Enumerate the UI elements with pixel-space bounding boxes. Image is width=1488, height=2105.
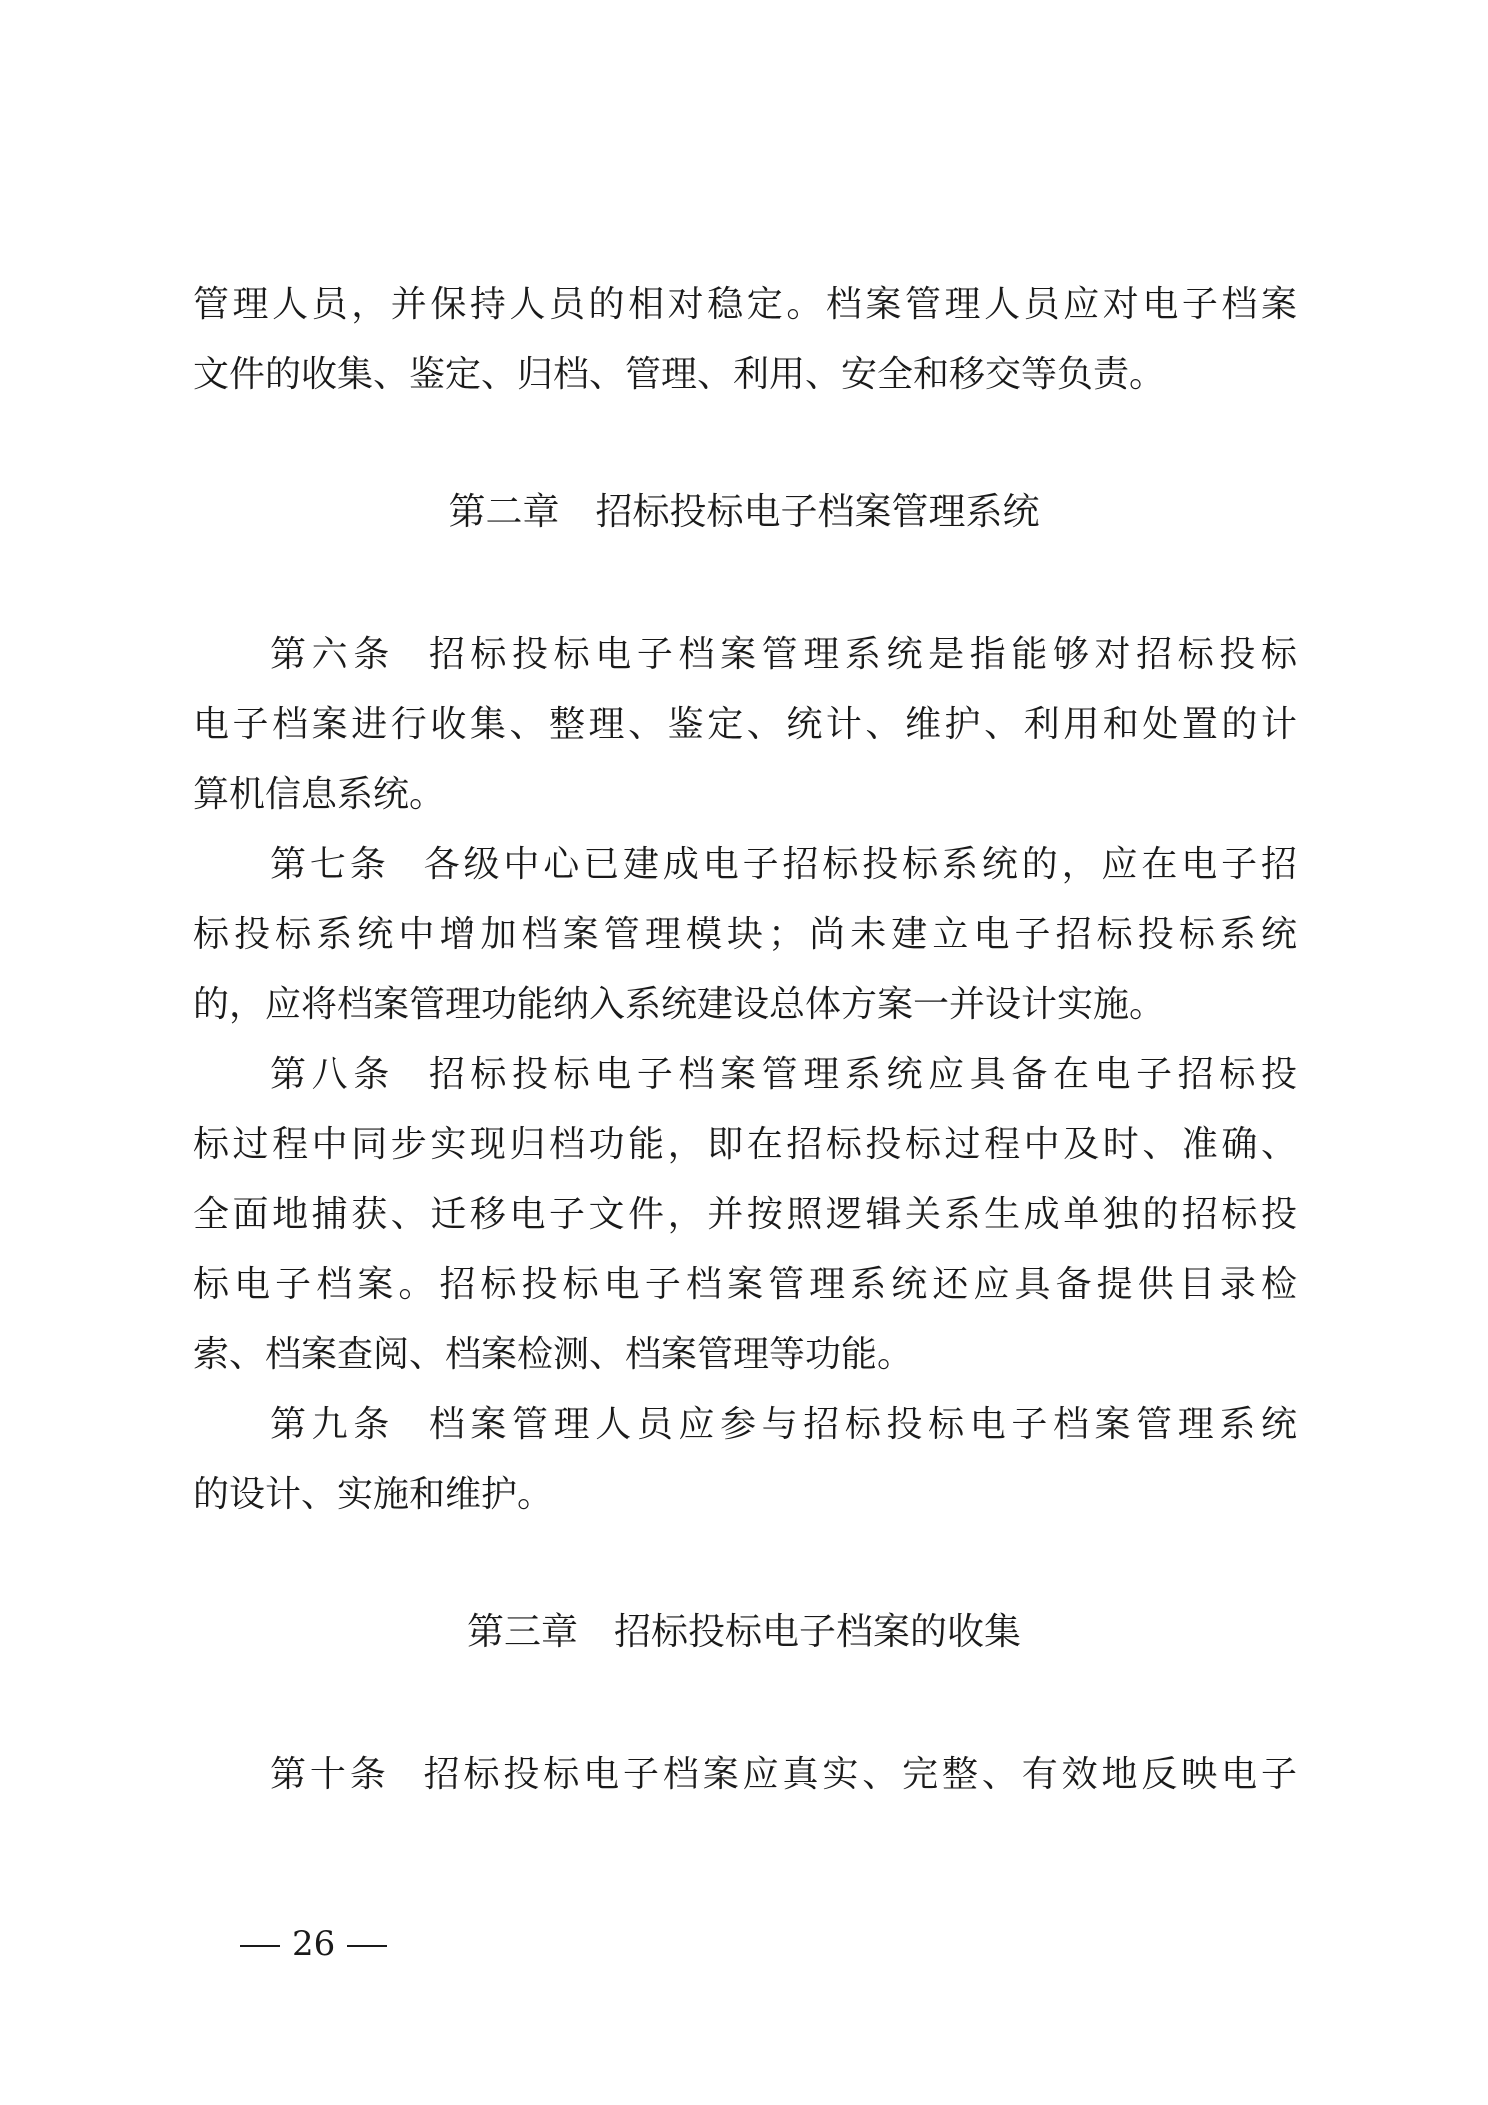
paragraph-line: 管理人员，并保持人员的相对稳定。档案管理人员应对电子档案 <box>193 284 1297 325</box>
article-label: 第七条 <box>270 844 390 885</box>
article-first-line <box>270 838 1297 892</box>
paragraph-line: 的，应将档案管理功能纳入系统建设总体方案一并设计实施。 <box>193 984 1166 1025</box>
article-label: 第八条 <box>270 1054 395 1095</box>
article-label: 第六条 <box>270 634 395 675</box>
article-text: 招标投标电子档案管理系统应具备在电子招标投 <box>428 1054 1297 1095</box>
dash-right <box>347 1945 387 1947</box>
article-text: 各级中心已建成电子招标投标系统的，应在电子招 <box>423 844 1297 885</box>
dash-left <box>240 1945 280 1947</box>
paragraph-line: 的设计、实施和维护。 <box>193 1474 554 1515</box>
paragraph-line: 全面地捕获、迁移电子文件，并按照逻辑关系生成单独的招标投 <box>193 1194 1297 1235</box>
chapter-label: 第三章 <box>467 1610 578 1653</box>
paragraph-line: 标过程中同步实现归档功能，即在招标投标过程中及时、准确、 <box>193 1124 1297 1165</box>
article-text: 招标投标电子档案管理系统是指能够对招标投标 <box>428 634 1297 675</box>
article-first-line <box>270 1398 1297 1452</box>
chapter-title: 招标投标电子档案管理系统 <box>595 490 1040 533</box>
paragraph-line: 文件的收集、鉴定、归档、管理、利用、安全和移交等负责。 <box>193 354 1166 395</box>
article-label: 第九条 <box>270 1404 395 1445</box>
article-first-line <box>270 628 1297 682</box>
paragraph-line: 标投标系统中增加档案管理模块；尚未建立电子招标投标系统 <box>193 914 1297 955</box>
article-first-line <box>270 1048 1297 1102</box>
article-text: 档案管理人员应参与招标投标电子档案管理系统 <box>428 1404 1297 1445</box>
chapter-heading <box>0 484 1488 540</box>
paragraph-line: 标电子档案。招标投标电子档案管理系统还应具备提供目录检 <box>193 1264 1297 1305</box>
article-text: 招标投标电子档案应真实、完整、有效地反映电子 <box>423 1754 1297 1795</box>
page-number <box>228 1920 399 1968</box>
chapter-label: 第二章 <box>448 490 560 533</box>
paragraph-line: 索、档案查阅、档案检测、档案管理等功能。 <box>193 1334 914 1375</box>
article-label: 第十条 <box>270 1754 390 1795</box>
paragraph-line: 算机信息系统。 <box>193 774 446 815</box>
chapter-title: 招标投标电子档案的收集 <box>614 1610 1021 1653</box>
chapter-heading <box>0 1604 1488 1660</box>
paragraph-line: 电子档案进行收集、整理、鉴定、统计、维护、利用和处置的计 <box>193 704 1297 745</box>
article-first-line <box>270 1748 1297 1802</box>
page-number-value: 26 <box>292 1924 336 1964</box>
